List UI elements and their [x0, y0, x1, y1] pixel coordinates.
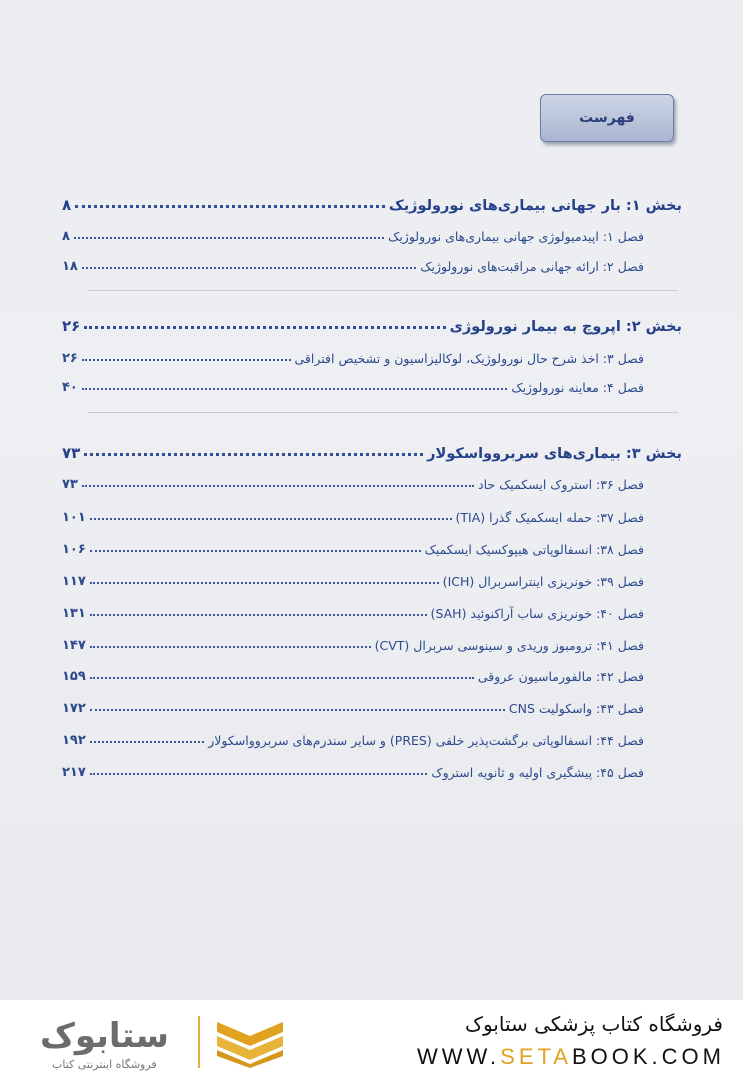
toc-chapter-44 — [62, 726, 682, 748]
toc-leader-dots — [74, 237, 384, 239]
toc-chapter-4 — [62, 373, 682, 395]
toc-leader-dots — [84, 326, 445, 329]
toc-entry-page: ۱۳۱ — [62, 606, 86, 621]
url-suffix: BOOK.COM — [571, 1044, 725, 1069]
toc-part-1 — [62, 192, 682, 214]
toc-header-title: فهرست — [579, 110, 635, 126]
toc-entry-page: ۲۱۷ — [62, 765, 86, 780]
toc-entry-page: ۸ — [62, 229, 70, 244]
toc-entry-title: فصل ۳۸: انسفالوپاتی هیپوکسیک ایسکمیک — [424, 542, 644, 557]
toc-entry-title: فصل ۴۴: انسفالوپاتی برگشت‌پذیر خلفی (PRES) و سایر سندرم‌های سربروواسکولار — [208, 733, 644, 748]
toc-leader-dots — [90, 741, 204, 743]
toc-leader-dots — [82, 267, 416, 269]
toc-leader-dots — [84, 453, 423, 456]
toc-part-3 — [62, 440, 682, 462]
toc-entry-page: ۱۵۹ — [62, 669, 86, 684]
toc-entry-page: ۷۳ — [62, 444, 81, 462]
toc-entry-title: فصل ۱: اپیدمیولوژی جهانی بیماری‌های نورولوژیک — [388, 229, 644, 244]
toc-leader-dots — [90, 518, 452, 520]
toc-entry-page: ۴۰ — [62, 380, 78, 395]
toc-entry-page: ۱۴۷ — [62, 638, 86, 653]
toc-leader-dots — [82, 485, 474, 487]
toc-entry-page: ۲۶ — [62, 317, 81, 335]
toc-entry-page: ۱۸ — [62, 259, 78, 274]
store-url[interactable] — [417, 1044, 725, 1070]
toc-entry-page: ۱۷۲ — [62, 701, 86, 716]
toc-entry-page: ۱۱۷ — [62, 574, 86, 589]
store-name: فروشگاه کتاب پزشکی ستابوک — [465, 1012, 723, 1036]
toc-entry-page: ۱۰۶ — [62, 542, 86, 557]
toc-entry-title: فصل ۳۹: خونریزی اینتراسربرال (ICH) — [442, 574, 644, 589]
toc-entry-title: فصل ۴۳: واسکولیت CNS — [508, 701, 644, 716]
toc-entry-title: بخش ۳: بیماری‌های سربروواسکولار — [427, 446, 682, 462]
toc-leader-dots — [75, 205, 385, 208]
book-stack-icon — [215, 1016, 285, 1068]
toc-entry-title: بخش ۲: اپروچ به بیمار نورولوژی — [449, 319, 682, 335]
toc-entry-title: فصل ۴: معاینه نورولوژیک — [511, 380, 644, 395]
toc-chapter-1 — [62, 222, 682, 244]
toc-leader-dots — [82, 388, 508, 390]
toc-entry-title: فصل ۲: ارائه جهانی مراقبت‌های نورولوژیک — [420, 259, 644, 274]
toc-chapter-39 — [62, 567, 682, 589]
toc-entry-page: ۸ — [62, 196, 72, 214]
toc-leader-dots — [90, 773, 428, 775]
toc-entry-title: فصل ۴۱: ترومبوز وریدی و سینوسی سربرال (CVT) — [374, 638, 644, 653]
toc-chapter-45 — [62, 758, 682, 780]
toc-entry-page: ۱۹۲ — [62, 733, 86, 748]
toc-leader-dots — [90, 709, 505, 711]
toc-entry-page: ۱۰۱ — [62, 510, 86, 525]
logo-separator — [198, 1016, 200, 1068]
store-logo — [30, 1012, 295, 1072]
toc-chapter-37 — [62, 503, 682, 525]
toc-entry-title: فصل ۳: اخذ شرح حال نورولوژیک، لوکالیزاسیون و تشخیص افتراقی — [294, 351, 644, 366]
logo-subtitle: فروشگاه اینترنتی کتاب — [52, 1058, 157, 1071]
toc-leader-dots — [90, 614, 427, 616]
toc-chapter-41 — [62, 631, 682, 653]
toc-part-2 — [62, 313, 682, 335]
section-divider — [88, 412, 678, 413]
toc-entry-title: فصل ۴۰: خونریزی ساب آراکنوئید (SAH) — [430, 606, 644, 621]
toc-chapter-3 — [62, 344, 682, 366]
toc-leader-dots — [90, 646, 371, 648]
section-divider — [88, 290, 678, 291]
toc-leader-dots — [82, 359, 291, 361]
toc-leader-dots — [90, 582, 439, 584]
toc-leader-dots — [90, 677, 474, 679]
toc-entry-title: بخش ۱: بار جهانی بیماری‌های نورولوژیک — [388, 198, 682, 214]
toc-chapter-36 — [62, 470, 682, 492]
toc-chapter-40 — [62, 599, 682, 621]
toc-leader-dots — [90, 550, 421, 552]
toc-chapter-42 — [62, 662, 682, 684]
toc-entry-page: ۷۳ — [62, 477, 78, 492]
toc-chapter-43 — [62, 694, 682, 716]
toc-chapter-2 — [62, 252, 682, 274]
toc-entry-title: فصل ۳۶: استروک ایسکمیک حاد — [478, 477, 644, 492]
toc-entry-title: فصل ۴۲: مالفورماسیون عروقی — [477, 669, 644, 684]
url-highlight: SETA — [500, 1044, 572, 1069]
url-prefix: WWW. — [416, 1044, 501, 1069]
toc-entry-title: فصل ۴۵: پیشگیری اولیه و ثانویه استروک — [431, 765, 644, 780]
toc-entry-title: فصل ۳۷: حمله ایسکمیک گذرا (TIA) — [455, 510, 644, 525]
logo-wordmark: ستابوک — [40, 1016, 169, 1056]
store-footer — [0, 1000, 743, 1080]
toc-chapter-38 — [62, 535, 682, 557]
toc-entry-page: ۲۶ — [62, 351, 78, 366]
